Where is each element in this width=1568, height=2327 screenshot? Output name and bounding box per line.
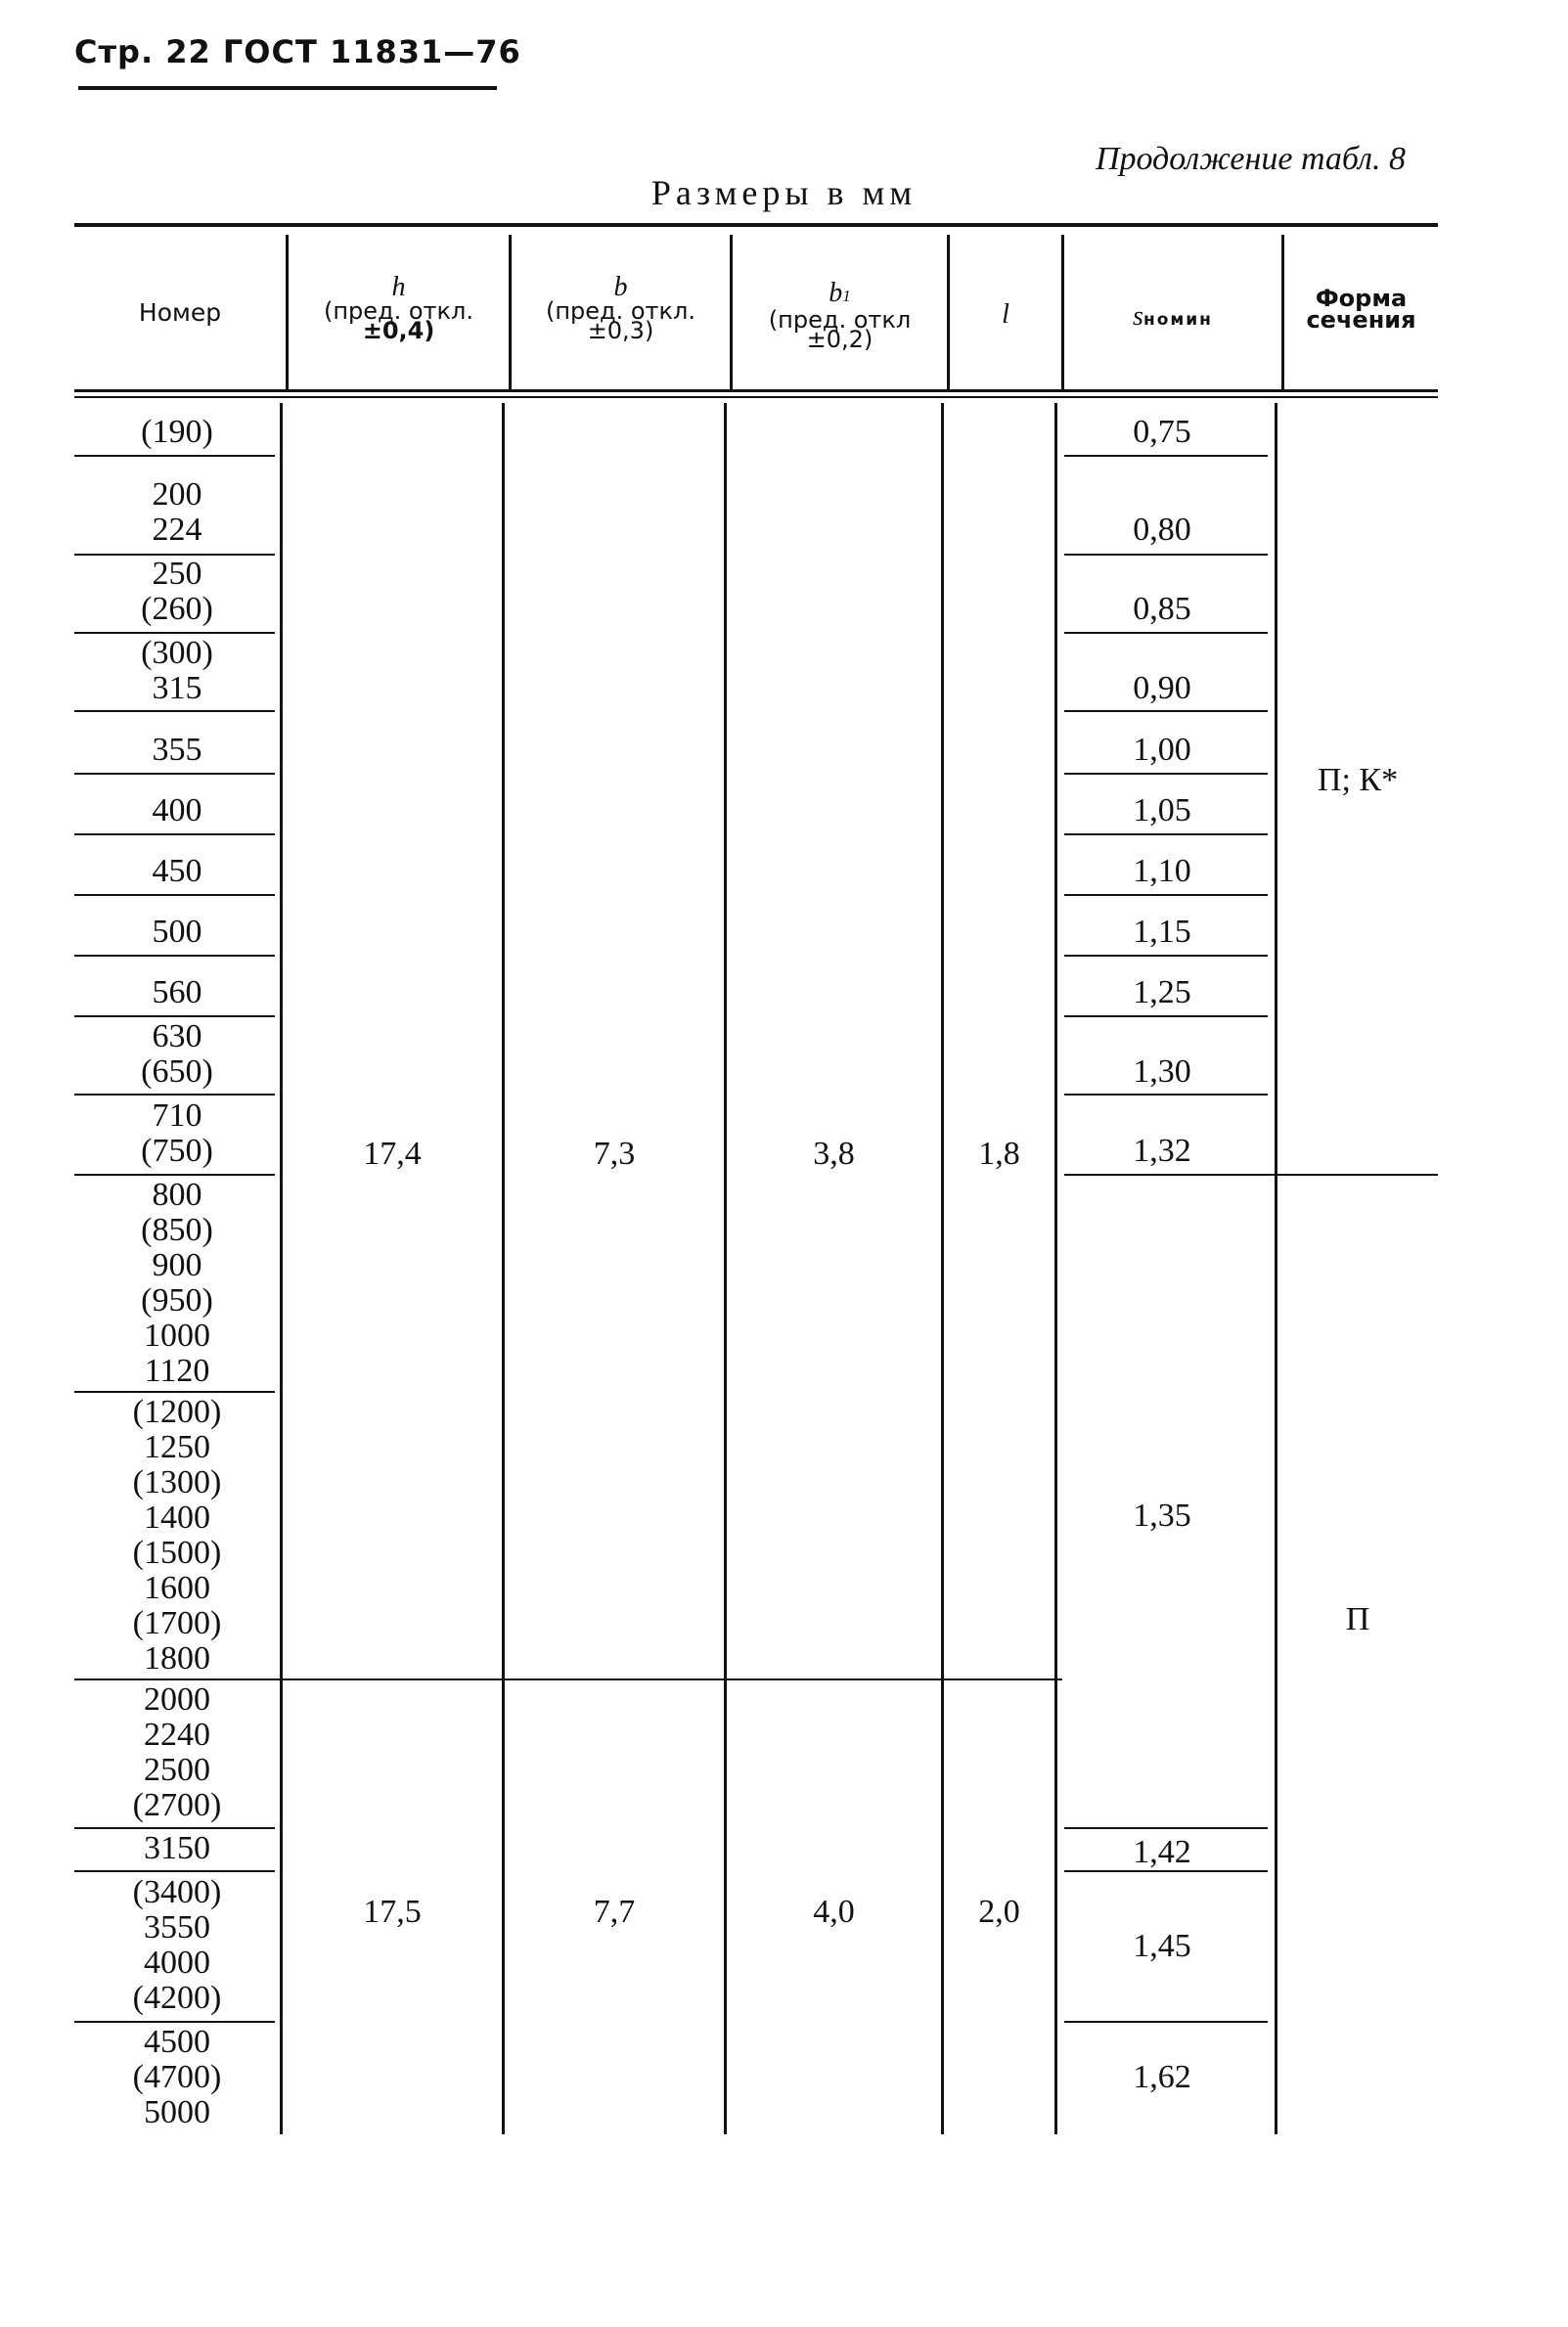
number-cell: (1700) (132, 1605, 222, 1641)
number-cell: 4500 (144, 2024, 210, 2060)
page-header: Стр. 22 ГОСТ 11831—76 (74, 33, 521, 70)
s-separator (1064, 1015, 1268, 1017)
continuation-label: Продолжение табл. 8 (1095, 141, 1406, 177)
h-value-group-2: 17,5 (363, 1894, 422, 1930)
row-separator (74, 955, 275, 957)
number-cell: 1250 (144, 1429, 210, 1465)
row-separator (74, 632, 275, 634)
b1-value-group-1: 3,8 (813, 1136, 855, 1172)
body-divider (502, 403, 505, 2134)
s-separator (1064, 455, 1268, 457)
s-value-cell: 1,30 (1133, 1053, 1191, 1090)
number-cell: 1600 (144, 1570, 210, 1606)
s-separator (1064, 773, 1268, 775)
number-cell: (2700) (132, 1787, 222, 1823)
body-divider (280, 403, 283, 2134)
row-separator (74, 1015, 275, 1017)
s-value-cell: 1,10 (1133, 853, 1191, 889)
body-divider (941, 403, 944, 2134)
body-divider (724, 403, 727, 2134)
number-cell: 400 (152, 792, 202, 828)
number-cell: 630 (152, 1018, 202, 1054)
row-separator (74, 2021, 275, 2023)
number-cell: 2000 (144, 1681, 210, 1718)
units-caption: Размеры в мм (650, 173, 918, 212)
number-cell: (260) (141, 591, 213, 627)
number-cell: 224 (152, 512, 202, 548)
s-separator (1064, 710, 1268, 712)
number-cell: 3150 (144, 1830, 210, 1866)
s-value-cell: 1,62 (1133, 2059, 1191, 2095)
s-value-cell: 0,90 (1133, 670, 1191, 706)
s-value-cell: 1,35 (1133, 1498, 1191, 1534)
s-separator (1064, 2021, 1268, 2023)
s-separator (1064, 554, 1268, 556)
s-value-cell: 1,00 (1133, 732, 1191, 768)
s-value-cell: 1,05 (1133, 792, 1191, 828)
s-separator (1064, 833, 1268, 835)
header-rule (78, 86, 497, 90)
number-cell: (4700) (132, 2059, 222, 2095)
s-value-cell: 0,85 (1133, 591, 1191, 627)
number-cell: 315 (152, 670, 202, 706)
row-separator (74, 1094, 275, 1096)
s-separator (1064, 955, 1268, 957)
number-cell: (850) (141, 1212, 213, 1248)
row-separator (74, 1870, 275, 1872)
number-cell: 500 (152, 914, 202, 950)
s-separator (1064, 894, 1268, 896)
column-header-b: b (пред. откл. ±0,3) (545, 272, 696, 344)
column-header-s-nomin: sномин (1133, 301, 1213, 332)
number-cell: 800 (152, 1177, 202, 1213)
number-cell: (1300) (132, 1464, 222, 1500)
number-cell: 4000 (144, 1945, 210, 1981)
number-cell: 250 (152, 556, 202, 592)
forma-value-top: П; К* (1317, 762, 1399, 798)
number-cell: (1500) (132, 1535, 222, 1571)
number-cell: 5000 (144, 2094, 210, 2130)
s-separator (1064, 632, 1268, 634)
row-separator (74, 1391, 275, 1393)
number-cell: (750) (141, 1133, 213, 1169)
forma-value-bottom: П (1345, 1601, 1370, 1637)
s-value-cell: 1,32 (1133, 1133, 1191, 1169)
s-separator (1064, 1870, 1268, 1872)
s-value-cell: 1,45 (1133, 1928, 1191, 1964)
column-header-l: l (1002, 299, 1009, 330)
number-cell: 3550 (144, 1909, 210, 1946)
number-cell: (4200) (132, 1980, 222, 2016)
row-separator (74, 1174, 275, 1176)
number-cell: 1000 (144, 1318, 210, 1354)
column-header-b1: b1 (пред. откл ±0,2) (768, 278, 912, 353)
body-divider (1275, 403, 1277, 2134)
s-separator (1064, 1094, 1268, 1096)
table-top-rule (74, 223, 1438, 227)
b-value-group-2: 7,7 (593, 1894, 636, 1930)
s-separator (1064, 1827, 1268, 1829)
number-cell: (300) (141, 635, 213, 671)
number-cell: 200 (152, 476, 202, 513)
s-value-cell: 1,15 (1133, 914, 1191, 950)
number-cell: 710 (152, 1097, 202, 1134)
row-separator (74, 773, 275, 775)
s-value-cell: 0,75 (1133, 414, 1191, 450)
row-separator (74, 1678, 1062, 1680)
row-separator (74, 833, 275, 835)
number-cell: 1400 (144, 1499, 210, 1536)
s-separator (1064, 1174, 1438, 1176)
b1-value-group-2: 4,0 (813, 1894, 855, 1930)
column-header-forma: Форма сечения (1306, 285, 1416, 334)
row-separator (74, 894, 275, 896)
body-divider (1054, 403, 1057, 2134)
row-separator (74, 1827, 275, 1829)
header-bottom-rule-2 (74, 396, 1438, 398)
s-value-cell: 1,25 (1133, 974, 1191, 1010)
number-cell: (190) (141, 414, 213, 450)
number-cell: 355 (152, 732, 202, 768)
column-header-nomer: Номер (138, 298, 222, 327)
number-cell: (3400) (132, 1874, 222, 1910)
b-value-group-1: 7,3 (593, 1136, 636, 1172)
number-cell: 1800 (144, 1640, 210, 1677)
number-cell: 900 (152, 1247, 202, 1283)
number-cell: 2500 (144, 1752, 210, 1788)
row-separator (74, 710, 275, 712)
s-value-cell: 0,80 (1133, 512, 1191, 548)
number-cell: 450 (152, 853, 202, 889)
column-header-h: h (пред. откл. ±0,4) (323, 272, 474, 344)
number-cell: (650) (141, 1053, 213, 1090)
h-value-group-1: 17,4 (363, 1136, 422, 1172)
l-value-group-2: 2,0 (978, 1894, 1020, 1930)
number-cell: 2240 (144, 1717, 210, 1753)
number-cell: (950) (141, 1282, 213, 1319)
l-value-group-1: 1,8 (978, 1136, 1020, 1172)
s-value-cell: 1,42 (1133, 1834, 1191, 1870)
number-cell: (1200) (132, 1394, 222, 1430)
number-cell: 1120 (144, 1353, 210, 1389)
number-cell: 560 (152, 974, 202, 1010)
row-separator (74, 455, 275, 457)
header-bottom-rule (74, 389, 1438, 392)
